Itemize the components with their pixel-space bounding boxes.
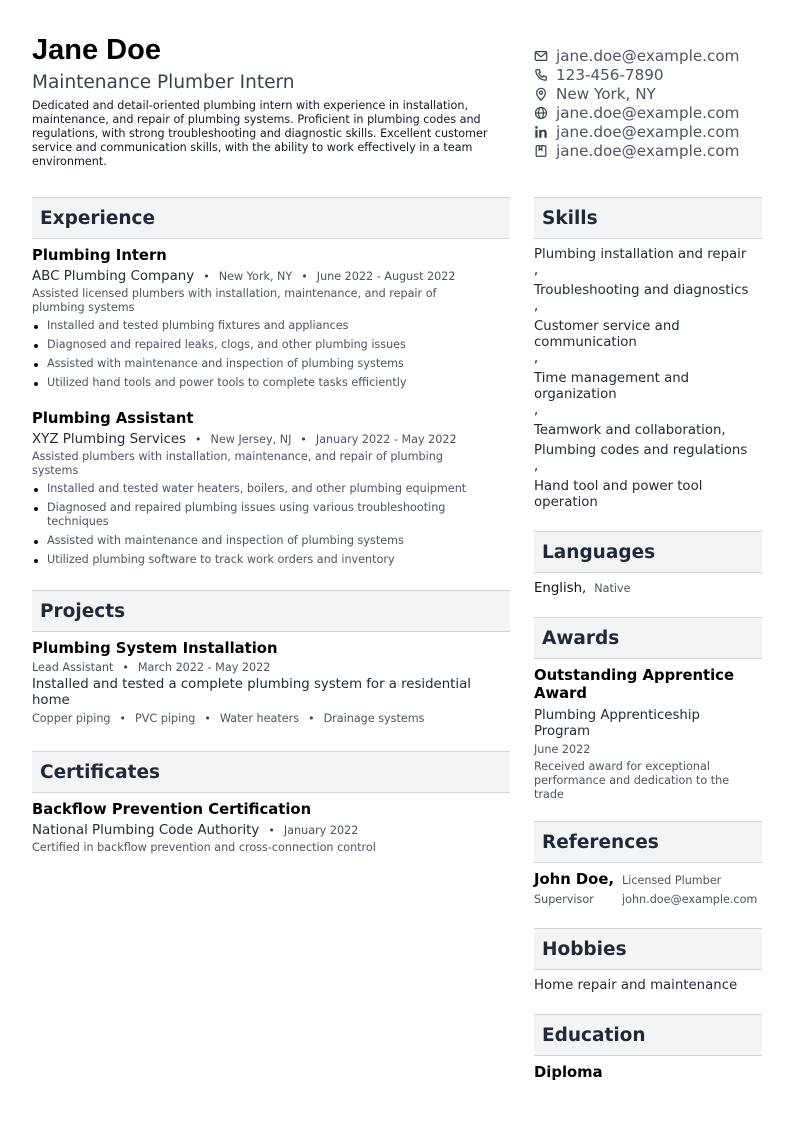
experience-entry [32, 410, 510, 572]
experience-title: Plumbing Intern [32, 247, 167, 264]
contact-location [534, 84, 774, 103]
candidate-name: Jane Doe [32, 34, 161, 66]
experience-bullets [32, 319, 510, 390]
list-item: Diagnosed and repaired leaks, clogs, and other plumbing issues [32, 338, 510, 352]
separator-dot: • [301, 270, 308, 283]
keyword: Drainage systems [323, 712, 425, 725]
skill-item: Customer service and communication [534, 319, 680, 350]
experience-location: New York, NY [218, 270, 293, 283]
certificate-description: Certified in backflow prevention and cross-connection control [32, 841, 376, 854]
reference-name: John Doe, [534, 871, 614, 888]
skill-separator: , [534, 459, 539, 474]
location-pin-icon [534, 87, 556, 101]
separator-dot: • [122, 661, 129, 674]
globe-icon [534, 106, 556, 120]
language-name: English, [534, 581, 587, 596]
experience-location: New Jersey, NJ [210, 433, 292, 446]
keyword: Water heaters [219, 712, 300, 725]
reference-line-2 [534, 893, 764, 906]
education-heading: Education [534, 1014, 762, 1056]
contact-text: New York, NY [556, 84, 656, 103]
contact-list [534, 46, 774, 160]
references-heading: References [534, 821, 762, 863]
keyword: Copper piping [32, 712, 111, 725]
award-date: June 2022 [534, 743, 591, 756]
list-item: Utilized hand tools and power tools to complete tasks efficiently [32, 376, 510, 390]
experience-bullets [32, 482, 510, 567]
separator-dot: • [308, 712, 315, 725]
separator-dot: • [119, 712, 127, 725]
separator-dot: • [203, 270, 210, 283]
contact-linkedin[interactable] [534, 122, 774, 141]
education-degree: Diploma [534, 1064, 603, 1081]
experience-company: XYZ Plumbing Services [32, 432, 187, 447]
list-item: Assisted with maintenance and inspection of plumbing systems [32, 534, 510, 548]
skills-list [534, 247, 762, 511]
separator-dot: • [268, 824, 275, 837]
contact-portfolio[interactable] [534, 141, 774, 160]
contact-text: jane.doe@example.com [556, 103, 740, 122]
skills-heading: Skills [534, 197, 762, 239]
separator-dot: • [195, 433, 202, 446]
job-title: Maintenance Plumber Intern [32, 72, 295, 93]
reference-role: Licensed Plumber [622, 874, 722, 887]
list-item: Installed and tested plumbing fixtures and appliances [32, 319, 510, 333]
reference-line-1 [534, 871, 764, 889]
skill-separator: , [534, 351, 539, 366]
bookmark-icon [534, 144, 556, 158]
award-entry [534, 667, 762, 802]
experience-title: Plumbing Assistant [32, 410, 194, 427]
experience-dates: June 2022 - August 2022 [316, 270, 456, 283]
experience-heading: Experience [32, 197, 510, 239]
skill-separator: , [534, 403, 539, 418]
award-title: Outstanding Apprentice Award [534, 667, 734, 702]
experience-entry [32, 247, 510, 395]
contact-website[interactable] [534, 103, 774, 122]
language-entry [534, 581, 630, 597]
contact-text: jane.doe@example.com [556, 46, 740, 65]
reference-role-2: Supervisor [534, 893, 594, 906]
certificate-meta [32, 823, 510, 838]
hobbies-heading: Hobbies [534, 928, 762, 970]
project-entry [32, 640, 510, 725]
certificate-date: January 2022 [283, 824, 359, 837]
contact-text: jane.doe@example.com [556, 122, 740, 141]
skill-item: Troubleshooting and diagnostics [534, 283, 749, 298]
skill-item: Plumbing installation and repair [534, 247, 747, 262]
languages-heading: Languages [534, 531, 762, 573]
list-item: Diagnosed and repaired plumbing issues using various troubleshooting techniques [32, 501, 472, 529]
reference-entry [534, 871, 764, 906]
contact-text: 123-456-7890 [556, 65, 664, 84]
certificate-title: Backflow Prevention Certification [32, 801, 312, 818]
certificate-entry [32, 801, 510, 855]
contact-phone[interactable] [534, 65, 774, 84]
project-keywords [32, 712, 510, 725]
skill-item: Plumbing codes and regulations [534, 443, 748, 458]
experience-description: Assisted licensed plumbers with installation, maintenance, and repair of plumbing systems [32, 287, 437, 314]
separator-dot: • [204, 712, 211, 725]
certificates-heading: Certificates [32, 751, 510, 793]
keyword: PVC piping [135, 712, 196, 725]
skill-item: Hand tool and power tool operation [534, 479, 703, 510]
experience-meta [32, 269, 510, 284]
contact-text: jane.doe@example.com [556, 141, 740, 160]
list-item: Installed and tested water heaters, boilers, and other plumbing equipment [32, 482, 510, 496]
project-dates: March 2022 - May 2022 [137, 661, 271, 674]
separator-dot: • [300, 433, 307, 446]
list-item: Utilized plumbing software to track work orders and inventory [32, 553, 510, 567]
skill-item: Teamwork and collaboration, [534, 423, 726, 438]
language-level: Native [594, 582, 631, 595]
award-description: Received award for exceptional performance and dedication to the trade [534, 760, 730, 801]
awards-heading: Awards [534, 617, 762, 659]
phone-icon [534, 68, 556, 82]
reference-email[interactable]: john.doe@example.com [622, 893, 758, 906]
profile-summary: Dedicated and detail-oriented plumbing intern with experience in installation, maintenance, and repair of plumbing systems. Proficient in plumbing codes and regulations, with strong troubleshooting and diagnostic skills. Excellent customer service and communication skills, with the ability to work effectively in a team environment. [32, 99, 488, 168]
award-organization: Plumbing Apprenticeship Program [534, 708, 700, 739]
linkedin-icon [534, 125, 556, 139]
certificate-issuer: National Plumbing Code Authority [32, 823, 260, 838]
contact-email[interactable] [534, 46, 774, 65]
projects-heading: Projects [32, 590, 510, 632]
skill-separator: , [534, 299, 539, 314]
project-meta [32, 661, 510, 674]
experience-company: ABC Plumbing Company [32, 269, 195, 284]
mail-icon [534, 49, 556, 63]
experience-dates: January 2022 - May 2022 [315, 433, 457, 446]
project-description: Installed and tested a complete plumbing system for a residential home [32, 677, 471, 708]
experience-meta [32, 432, 510, 447]
skill-item: Time management and organization [534, 371, 690, 402]
list-item: Assisted with maintenance and inspection of plumbing systems [32, 357, 510, 371]
experience-description: Assisted plumbers with installation, maintenance, and repair of plumbing systems [32, 450, 443, 477]
skill-separator: , [534, 263, 539, 278]
project-role: Lead Assistant [32, 661, 114, 674]
hobby-item: Home repair and maintenance [534, 978, 738, 993]
project-title: Plumbing System Installation [32, 640, 278, 657]
